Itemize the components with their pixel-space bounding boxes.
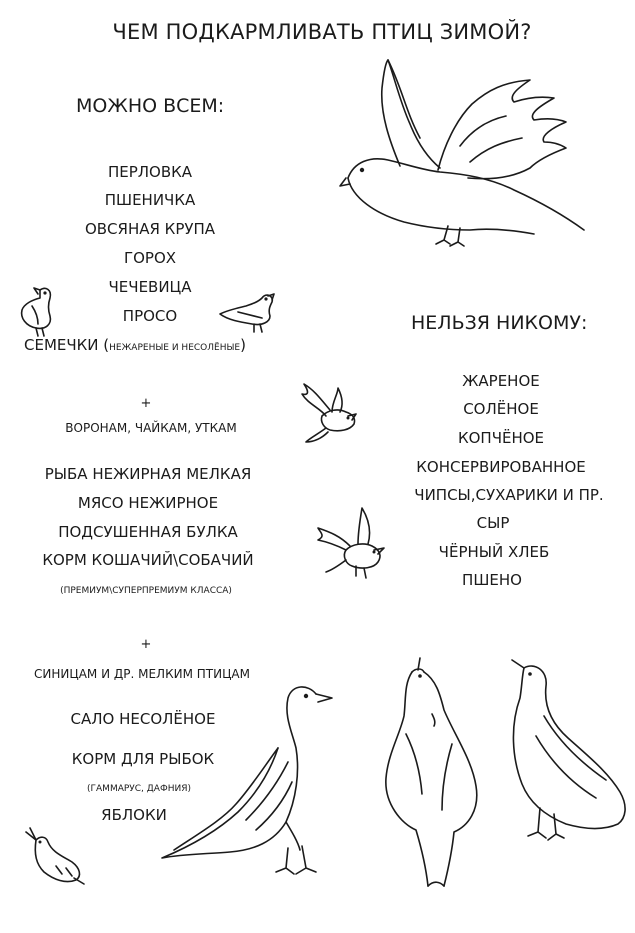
flying-bird-icon <box>298 382 360 444</box>
allowed-item: ПШЕНИЧКА <box>104 191 196 209</box>
crows-plus: + <box>140 396 152 411</box>
tits-plus: + <box>140 637 152 652</box>
forbidden-item: ЧЁРНЫЙ ХЛЕБ <box>438 543 550 561</box>
pigeon-icon <box>496 656 630 848</box>
small-bird-icon <box>218 290 276 334</box>
crows-note: (ПРЕМИУМ\СУПЕРПРЕМИУМ КЛАССА) <box>60 586 232 596</box>
forbidden-item: СЫР <box>476 514 510 532</box>
forbidden-item: ЖАРЕНОЕ <box>462 372 540 390</box>
pigeon-icon <box>382 654 492 890</box>
crows-item: ПОДСУШЕННАЯ БУЛКА <box>58 523 238 541</box>
seeds-note: НЕЖАРЕНЫЕ И НЕСОЛЁНЫЕ <box>109 343 241 353</box>
allowed-seeds <box>24 338 246 353</box>
allowed-item: ОВСЯНАЯ КРУПА <box>84 220 216 238</box>
seeds-label: СЕМЕЧКИ ( <box>24 336 110 354</box>
crows-heading: ВОРОНАМ, ЧАЙКАМ, УТКАМ <box>65 421 237 435</box>
allowed-item: ПРОСО <box>122 307 178 325</box>
forbidden-item: ЧИПСЫ,СУХАРИКИ И ПР. <box>414 486 604 504</box>
forbidden-item: ПШЕНО <box>462 571 522 589</box>
tits-item: САЛО НЕСОЛЁНОЕ <box>70 710 216 728</box>
forbidden-heading: НЕЛЬЗЯ НИКОМУ: <box>411 312 588 334</box>
tits-heading: СИНИЦАМ И ДР. МЕЛКИМ ПТИЦАМ <box>34 667 250 681</box>
flying-bird-icon <box>316 506 392 582</box>
allowed-item: ПЕРЛОВКА <box>107 163 193 181</box>
forbidden-item: КОНСЕРВИРОВАННОЕ <box>416 458 586 476</box>
forbidden-item: КОПЧЁНОЕ <box>457 429 545 447</box>
seeds-close: ) <box>240 336 246 354</box>
forbidden-item: СОЛЁНОЕ <box>463 400 539 418</box>
tits-note: (ГАММАРУС, ДАФНИЯ) <box>87 784 191 794</box>
crows-item: КОРМ КОШАЧИЙ\СОБАЧИЙ <box>42 551 254 569</box>
tits-last: ЯБЛОКИ <box>101 806 167 824</box>
small-bird-icon <box>18 286 68 338</box>
allowed-item: ГОРОХ <box>123 249 177 267</box>
tits-item: КОРМ ДЛЯ РЫБОК <box>71 750 215 768</box>
crows-item: РЫБА НЕЖИРНАЯ МЕЛКАЯ <box>44 465 252 483</box>
small-bird-icon <box>22 826 86 888</box>
page-title: ЧЕМ ПОДКАРМЛИВАТЬ ПТИЦ ЗИМОЙ? <box>112 20 532 44</box>
allowed-heading: МОЖНО ВСЕМ: <box>76 95 225 117</box>
dove-icon <box>340 58 590 248</box>
pigeon-icon <box>160 682 360 882</box>
crows-item: МЯСО НЕЖИРНОЕ <box>77 494 219 512</box>
allowed-item: ЧЕЧЕВИЦА <box>108 278 192 296</box>
